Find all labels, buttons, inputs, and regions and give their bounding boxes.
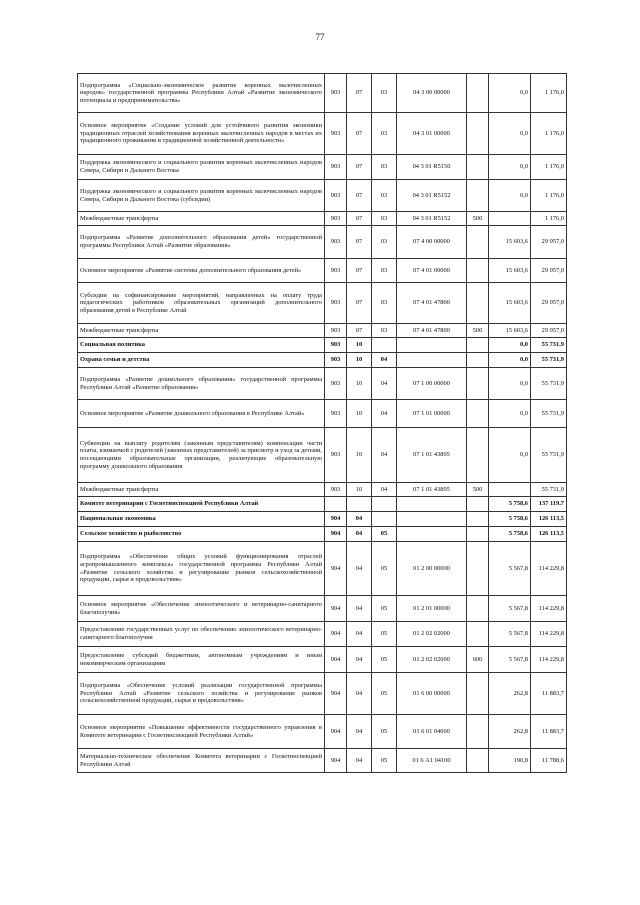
cell-item-name: Предоставление субсидий бюджетным, автономным учреждениям и иным некоммерческим организациям [78,647,325,673]
cell-target-article: 07 1 01 00000 [397,400,467,428]
cell-expense-type [467,338,489,353]
cell-amount-1: 0,0 [489,113,531,155]
table-row [78,483,567,497]
cell-item-name: Предоставление государственных услуг по обеспечению эпизоотического ветеринарно-санитарного благополучия [78,622,325,647]
cell-amount-1: 5 567,8 [489,622,531,647]
cell-admin-code: 904 [325,542,347,596]
cell-item-name: Охрана семьи и детства [78,353,325,368]
cell-target-article: 07 4 01 00000 [397,259,467,283]
cell-admin-code: 903 [325,226,347,259]
table-row [78,497,567,512]
cell-amount-2: 55 731,9 [531,368,567,400]
cell-expense-type: 500 [467,324,489,338]
cell-amount-2: 55 731,9 [531,400,567,428]
cell-amount-2: 55 731,9 [531,338,567,353]
cell-amount-2: 11 883,7 [531,715,567,749]
cell-item-name: Комитет ветеринарии с Госветинспекцией Республики Алтай [78,497,325,512]
cell-target-article: 07 4 01 47800 [397,283,467,324]
cell-expense-type [467,283,489,324]
cell-item-name: Подпрограмма «Социально-экономическое развитие коренных малочисленных народов» государственной программы Республики Алтай «Развитие экономического потенциала и предпринимательства» [78,74,325,113]
cell-section: 04 [347,622,372,647]
cell-expense-type [467,400,489,428]
cell-amount-2: 29 057,0 [531,226,567,259]
cell-target-article [397,353,467,368]
cell-amount-1: 0,0 [489,338,531,353]
cell-subsection: 03 [372,283,397,324]
cell-section: 04 [347,542,372,596]
cell-amount-1: 5 758,6 [489,512,531,527]
cell-item-name: Подпрограмма «Обеспечение условий реализации государственной программы Республики Алтай «Развитие сельского хозяйства и регулирование рынков сельскохозяйственной продукции, сырья и продовольствия» [78,673,325,715]
cell-subsection: 05 [372,527,397,542]
table-row [78,226,567,259]
cell-target-article: 04 3 01 00000 [397,113,467,155]
cell-target-article [397,512,467,527]
cell-amount-1: 0,0 [489,353,531,368]
cell-section: 10 [347,400,372,428]
cell-amount-1: 15 603,6 [489,283,531,324]
cell-admin-code: 904 [325,622,347,647]
cell-subsection: 03 [372,74,397,113]
cell-admin-code: 903 [325,324,347,338]
cell-subsection: 03 [372,259,397,283]
table-row [78,512,567,527]
page-number: 77 [315,32,325,42]
cell-admin-code: 903 [325,212,347,226]
cell-target-article [397,338,467,353]
cell-target-article: 01 2 02 02000 [397,622,467,647]
cell-subsection: 03 [372,155,397,180]
cell-admin-code: 903 [325,283,347,324]
cell-admin-code: 903 [325,338,347,353]
table-row [78,622,567,647]
table-row [78,155,567,180]
table-row [78,259,567,283]
cell-expense-type [467,715,489,749]
cell-subsection: 04 [372,368,397,400]
cell-expense-type [467,74,489,113]
cell-expense-type [467,353,489,368]
cell-amount-1: 0,0 [489,155,531,180]
cell-item-name: Межбюджетные трансферты [78,212,325,226]
cell-target-article: 07 1 00 00000 [397,368,467,400]
table-row [78,400,567,428]
cell-section: 04 [347,715,372,749]
cell-admin-code: 903 [325,400,347,428]
cell-item-name: Национальная экономика [78,512,325,527]
cell-section: 04 [347,527,372,542]
cell-amount-2: 126 113,5 [531,527,567,542]
cell-amount-2: 11 788,6 [531,749,567,773]
cell-amount-2: 55 731,9 [531,428,567,483]
cell-amount-2: 137 119,7 [531,497,567,512]
table-row [78,74,567,113]
cell-subsection: 04 [372,428,397,483]
cell-amount-2: 29 057,0 [531,324,567,338]
cell-admin-code: 904 [325,715,347,749]
cell-target-article: 04 3 01 R5152 [397,180,467,212]
cell-admin-code: 904 [325,596,347,622]
cell-admin-code: 903 [325,483,347,497]
cell-admin-code [325,497,347,512]
cell-amount-1: 15 603,6 [489,226,531,259]
cell-item-name: Подпрограмма «Развитие дополнительного образования детей» государственной программы Республики Алтай «Развитие образования» [78,226,325,259]
cell-expense-type [467,673,489,715]
cell-item-name: Материально-техническое обеспечение Комитета ветеринарии с Госветинспекцией Республики Алтай [78,749,325,773]
cell-amount-1: 5 567,8 [489,647,531,673]
cell-amount-1 [489,212,531,226]
cell-expense-type: 500 [467,212,489,226]
cell-target-article: 07 4 01 47800 [397,324,467,338]
cell-expense-type [467,527,489,542]
cell-amount-2: 1 176,0 [531,74,567,113]
cell-amount-1: 262,8 [489,715,531,749]
cell-admin-code: 903 [325,155,347,180]
cell-target-article [397,497,467,512]
cell-amount-2: 1 176,0 [531,113,567,155]
cell-item-name: Основное мероприятие «Развитие дошкольного образования в Республике Алтай» [78,400,325,428]
cell-admin-code: 903 [325,180,347,212]
cell-amount-1: 0,0 [489,180,531,212]
cell-section: 07 [347,155,372,180]
table-row [78,673,567,715]
cell-expense-type [467,180,489,212]
table-row [78,527,567,542]
cell-amount-1: 5 567,8 [489,596,531,622]
cell-target-article: 04 3 01 R5150 [397,155,467,180]
cell-expense-type [467,368,489,400]
cell-subsection [372,338,397,353]
cell-target-article [397,527,467,542]
table-row [78,596,567,622]
cell-amount-1: 5 758,6 [489,527,531,542]
cell-section: 07 [347,259,372,283]
cell-subsection: 05 [372,542,397,596]
cell-section: 04 [347,596,372,622]
cell-expense-type [467,596,489,622]
cell-amount-2: 114 229,8 [531,542,567,596]
cell-item-name: Субсидии на софинансирование мероприятий, направленных на оплату труда педагогических работников образовательных организаций дополнительного образования детей в Республике Алтай [78,283,325,324]
cell-subsection: 04 [372,400,397,428]
cell-item-name: Поддержка экономического и социального развития коренных малочисленных народов Севера, Сибири и Дальнего Востока [78,155,325,180]
cell-amount-2: 55 731,9 [531,483,567,497]
cell-admin-code: 903 [325,428,347,483]
cell-subsection: 03 [372,113,397,155]
cell-amount-2: 1 176,0 [531,212,567,226]
table-row [78,353,567,368]
cell-amount-2: 126 113,5 [531,512,567,527]
cell-section: 07 [347,283,372,324]
cell-section: 10 [347,368,372,400]
cell-target-article: 01 2 01 00000 [397,596,467,622]
cell-admin-code: 904 [325,673,347,715]
cell-item-name: Субвенции на выплату родителям (законным представителям) компенсации части платы, взимаемой с родителей (законных представителей) за присмотр и уход за детьми, посещающими образовательные организации, реализующие образовательную программу дошкольного образования [78,428,325,483]
cell-section: 04 [347,647,372,673]
cell-target-article: 07 1 01 43895 [397,428,467,483]
table-row [78,180,567,212]
cell-amount-1: 0,0 [489,400,531,428]
cell-section: 07 [347,180,372,212]
cell-amount-2: 114 229,8 [531,647,567,673]
cell-subsection: 04 [372,483,397,497]
cell-subsection: 03 [372,180,397,212]
cell-item-name: Подпрограмма «Развитие дошкольного образования» государственной программы Республики Алтай «Развитие образования» [78,368,325,400]
cell-item-name: Межбюджетные трансферты [78,324,325,338]
cell-subsection: 05 [372,647,397,673]
cell-target-article: 04 3 01 R5152 [397,212,467,226]
cell-amount-1: 15 603,6 [489,324,531,338]
cell-admin-code: 903 [325,353,347,368]
cell-admin-code: 904 [325,749,347,773]
cell-amount-2: 11 883,7 [531,673,567,715]
cell-amount-1: 0,0 [489,368,531,400]
table-body [78,74,567,773]
cell-admin-code: 903 [325,74,347,113]
cell-item-name: Социальная политика [78,338,325,353]
cell-expense-type: 500 [467,483,489,497]
cell-subsection: 05 [372,673,397,715]
cell-amount-2: 114 229,8 [531,622,567,647]
table-row [78,542,567,596]
cell-section: 04 [347,673,372,715]
cell-section: 10 [347,428,372,483]
cell-item-name: Основное мероприятие «Создание условий для устойчивого развития экономики традиционных отраслей хозяйствования коренных малочисленных народов в местах их традиционного проживания и традиционной хозяйственной деятельности» [78,113,325,155]
cell-amount-1: 262,8 [489,673,531,715]
table-row [78,749,567,773]
cell-amount-1: 190,8 [489,749,531,773]
cell-subsection [372,497,397,512]
cell-target-article: 01 6 А1 04100 [397,749,467,773]
table-row [78,324,567,338]
cell-item-name: Сельское хозяйство и рыболовство [78,527,325,542]
table-row [78,283,567,324]
cell-section: 07 [347,324,372,338]
cell-subsection: 03 [372,226,397,259]
cell-section: 04 [347,749,372,773]
cell-target-article: 01 2 02 02000 [397,647,467,673]
table-row [78,647,567,673]
cell-subsection [372,512,397,527]
cell-section: 04 [347,512,372,527]
cell-admin-code: 904 [325,527,347,542]
cell-subsection: 05 [372,622,397,647]
cell-section: 10 [347,353,372,368]
cell-subsection: 05 [372,749,397,773]
cell-amount-1: 5 758,6 [489,497,531,512]
budget-table [77,73,567,773]
cell-amount-2: 29 057,0 [531,283,567,324]
cell-target-article: 01 2 00 00000 [397,542,467,596]
cell-section [347,497,372,512]
cell-target-article: 07 4 00 00000 [397,226,467,259]
cell-section: 10 [347,483,372,497]
cell-section: 07 [347,113,372,155]
table-row [78,368,567,400]
cell-target-article: 04 3 00 00000 [397,74,467,113]
cell-section: 07 [347,226,372,259]
cell-expense-type [467,428,489,483]
cell-target-article: 01 6 01 04000 [397,715,467,749]
cell-amount-1: 0,0 [489,428,531,483]
cell-item-name: Основное мероприятие «Обеспечение эпизоотического и ветеринарно-санитарного благополучия» [78,596,325,622]
cell-expense-type [467,259,489,283]
cell-amount-1: 0,0 [489,74,531,113]
cell-section: 10 [347,338,372,353]
cell-amount-1 [489,483,531,497]
cell-expense-type: 600 [467,647,489,673]
cell-subsection: 03 [372,212,397,226]
cell-amount-1: 5 567,8 [489,542,531,596]
cell-expense-type [467,113,489,155]
cell-section: 07 [347,212,372,226]
cell-expense-type [467,226,489,259]
cell-target-article: 07 1 01 43895 [397,483,467,497]
cell-section: 07 [347,74,372,113]
cell-admin-code: 904 [325,512,347,527]
cell-amount-1: 15 603,6 [489,259,531,283]
cell-subsection: 05 [372,715,397,749]
cell-admin-code: 904 [325,647,347,673]
cell-admin-code: 903 [325,113,347,155]
cell-subsection: 05 [372,596,397,622]
cell-expense-type [467,749,489,773]
cell-item-name: Подпрограмма «Обеспечение общих условий функционирования отраслей агропромышленного комплекса» государственной программы Республики Алтай «Развитие сельского хозяйства и регулирование рынков сельскохозяйственной продукции, сырья и продовольствия» [78,542,325,596]
table-row [78,212,567,226]
cell-expense-type [467,497,489,512]
cell-expense-type [467,155,489,180]
cell-item-name: Основное мероприятие «Повышение эффективности государственного управления в Комитете ветеринарии с Госветинспекцией Республики Алтай» [78,715,325,749]
cell-expense-type [467,512,489,527]
cell-item-name: Поддержка экономического и социального развития коренных малочисленных народов Севера, Сибири и Дальнего Востока (субсидии) [78,180,325,212]
cell-item-name: Межбюджетные трансферты [78,483,325,497]
cell-amount-2: 114 229,8 [531,596,567,622]
table-row [78,428,567,483]
table-row [78,113,567,155]
cell-amount-2: 1 176,0 [531,155,567,180]
cell-subsection: 03 [372,324,397,338]
cell-expense-type [467,542,489,596]
cell-subsection: 04 [372,353,397,368]
cell-item-name: Основное мероприятие «Развитие системы дополнительного образования детей» [78,259,325,283]
cell-amount-2: 1 176,0 [531,180,567,212]
table-row [78,338,567,353]
cell-amount-2: 55 731,9 [531,353,567,368]
cell-admin-code: 903 [325,368,347,400]
table-row [78,715,567,749]
cell-amount-2: 29 057,0 [531,259,567,283]
cell-expense-type [467,622,489,647]
cell-target-article: 01 6 00 00000 [397,673,467,715]
cell-admin-code: 903 [325,259,347,283]
